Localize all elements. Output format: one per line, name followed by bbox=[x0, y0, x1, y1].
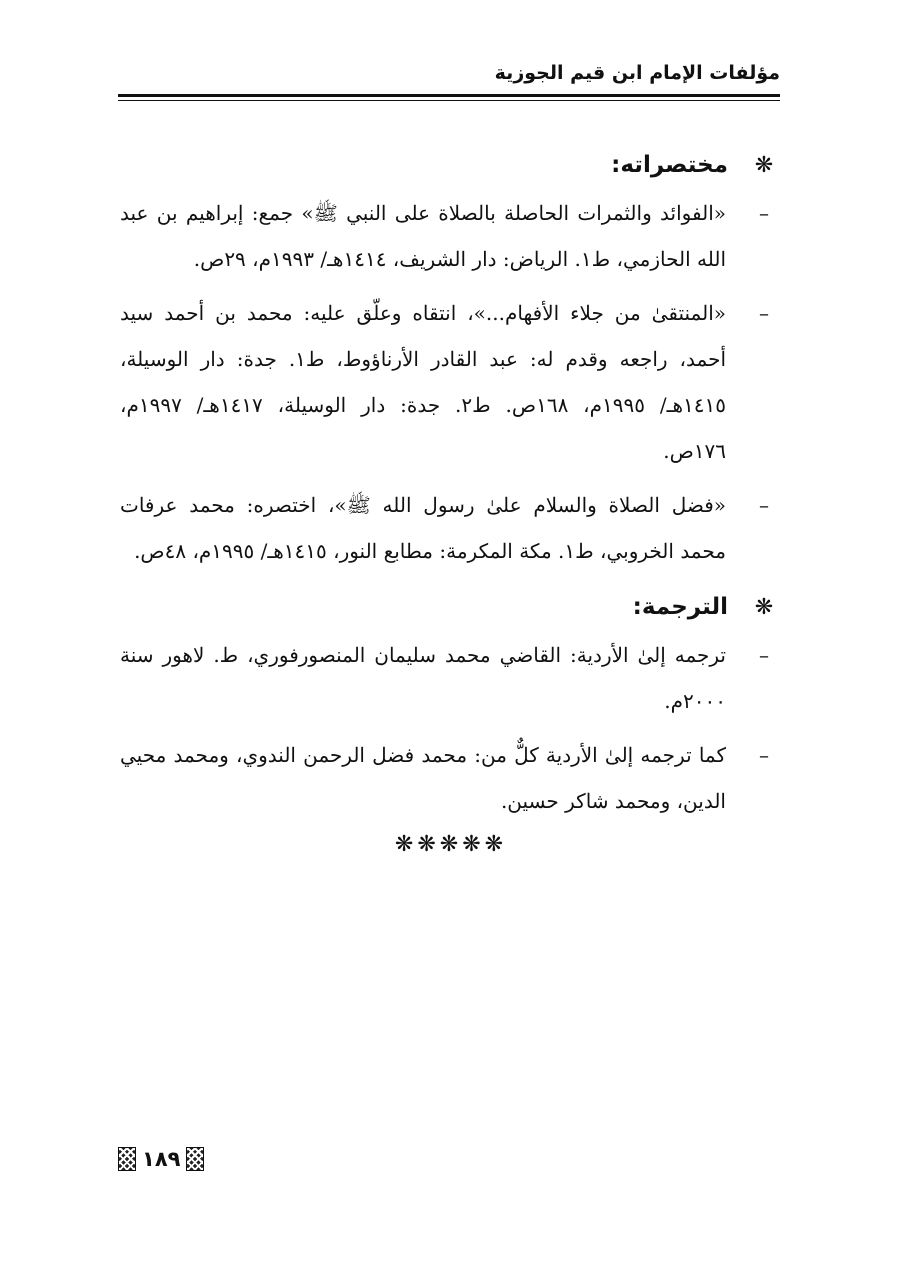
list-item-text: «الفوائد والثمرات الحاصلة بالصلاة على النبي ﷺ» جمع: إبراهيم بن عبد الله الحازمي، ط١. الرياض: دار الشريف، ١٤١٤هـ/ ١٩٩٣م، ٢٩ص. bbox=[120, 201, 726, 271]
ornament-right-icon bbox=[186, 1147, 204, 1171]
page-body bbox=[120, 140, 782, 857]
header-rule-thin bbox=[118, 100, 780, 101]
section-heading-text: الترجمة: bbox=[632, 594, 728, 620]
list-item bbox=[120, 632, 782, 724]
section-heading-translation bbox=[120, 582, 782, 632]
list-item bbox=[120, 190, 782, 282]
dash-bullet: – bbox=[759, 201, 769, 225]
list-item bbox=[120, 290, 782, 474]
list-item bbox=[120, 732, 782, 824]
running-header bbox=[118, 58, 780, 101]
page-number: ١٨٩ bbox=[142, 1147, 181, 1171]
page-number-block bbox=[118, 1147, 204, 1171]
list-item-text: «المنتقىٰ من جلاء الأفهام...»، انتقاه وعلّق عليه: محمد بن أحمد سيد أحمد، راجعه وقدم له: عبد القادر الأرناؤوط، ط١. جدة: دار الوسيلة، ١٤١٥هـ/ ١٩٩٥م، ١٦٨ص. ط٢. جدة: دار الوسيلة، ١٤١٧هـ/ ١٩٩٧م، ١٧٦ص. bbox=[120, 301, 726, 463]
ornament-left-icon bbox=[118, 1147, 136, 1171]
section-heading-text: مختصراته: bbox=[611, 152, 728, 178]
dash-bullet: – bbox=[759, 743, 769, 767]
list-item bbox=[120, 482, 782, 574]
dash-bullet: – bbox=[759, 493, 769, 517]
dash-bullet: – bbox=[759, 301, 769, 325]
end-ornament-stars: ❋❋❋❋❋ bbox=[394, 832, 508, 857]
list-item-text: «فضل الصلاة والسلام علىٰ رسول الله ﷺ»، اختصره: محمد عرفات محمد الخروبي، ط١. مكة المكرمة: مطابع النور، ١٤١٥هـ/ ١٩٩٥م، ٤٨ص. bbox=[120, 493, 726, 563]
header-rule-thick bbox=[118, 94, 780, 97]
header-title: مؤلفات الإمام ابن قيم الجوزية bbox=[494, 62, 780, 84]
section-heading-abridgements bbox=[120, 140, 782, 190]
section-star-icon: ❋ bbox=[754, 152, 774, 178]
list-item-text: ترجمه إلىٰ الأردية: القاضي محمد سليمان المنصورفوري، ط. لاهور سنة ٢٠٠٠م. bbox=[120, 643, 726, 713]
dash-bullet: – bbox=[759, 643, 769, 667]
section-star-icon: ❋ bbox=[754, 594, 774, 620]
list-item-text: كما ترجمه إلىٰ الأردية كلٌّ من: محمد فضل الرحمن الندوي، ومحمد محيي الدين، ومحمد شاكر حسين. bbox=[120, 743, 726, 813]
